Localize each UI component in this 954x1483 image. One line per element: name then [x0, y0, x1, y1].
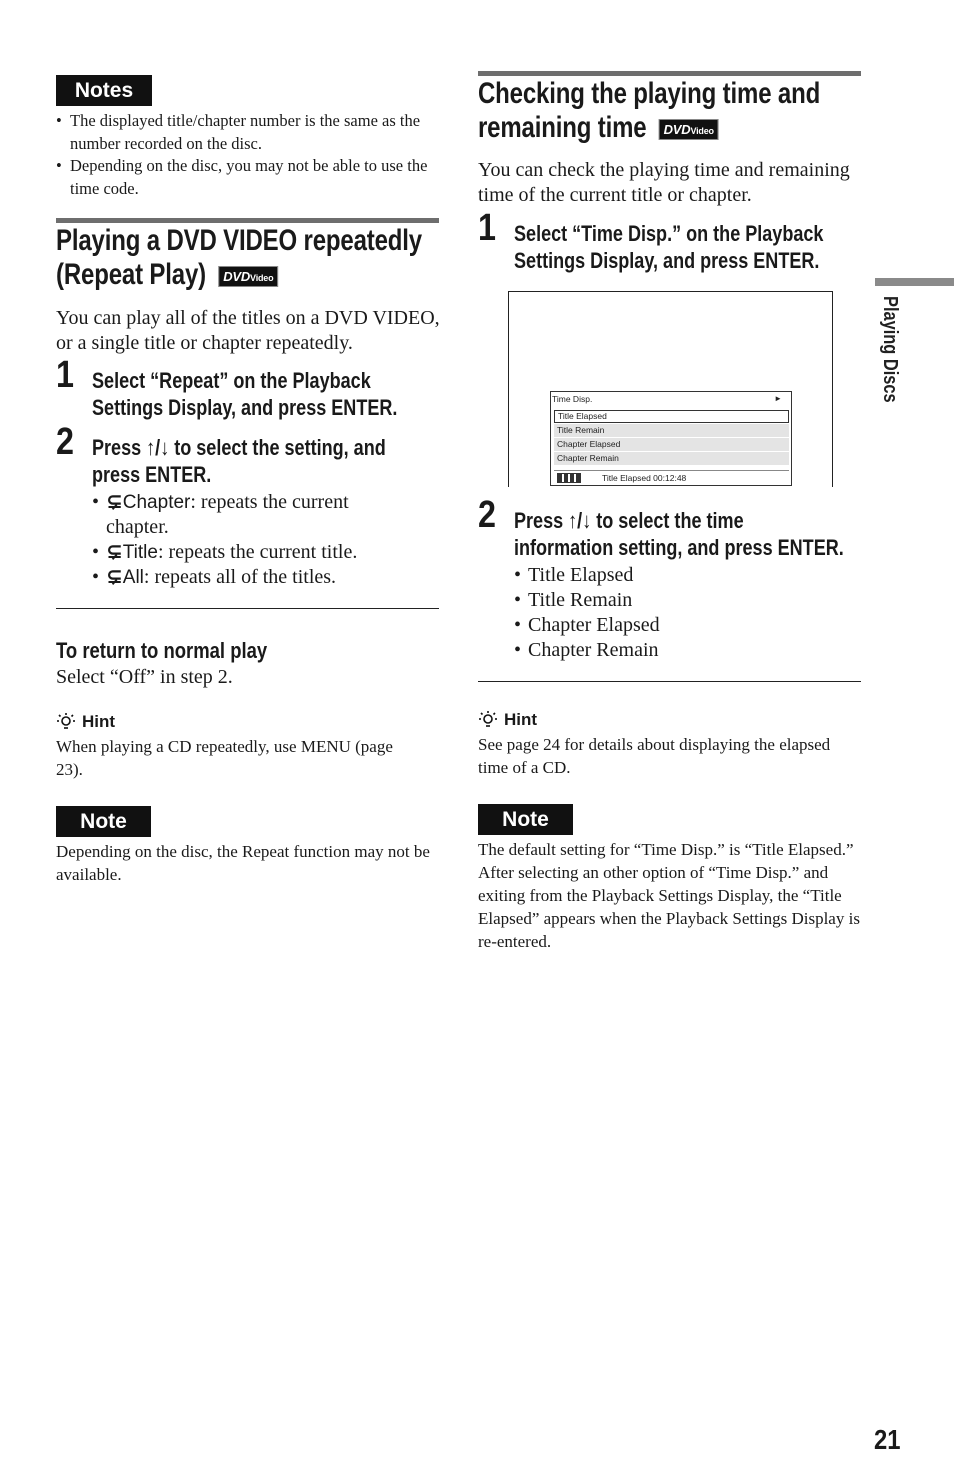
hint-text: When playing a CD repeatedly, use MENU (page 23).: [56, 737, 393, 779]
side-tab-label: Playing Discs: [879, 296, 901, 403]
badge-main: DVD: [222, 268, 250, 284]
badge-sub: Video: [690, 125, 714, 136]
option-item: • Chapter Elapsed: [514, 613, 854, 638]
menu-item[interactable]: Title Elapsed: [554, 410, 789, 423]
note-item: • The displayed title/chapter number is the same as the number recorded on the disc.: [56, 110, 440, 155]
notes-label: Notes: [56, 75, 152, 106]
step-number: 2: [56, 421, 74, 463]
option-desc: : repeats all of the titles.: [143, 566, 337, 588]
option-item: • Title Remain: [514, 588, 854, 613]
intro-text: You can check the playing time and remaining time of the current title or chapter.: [478, 159, 850, 206]
section-title-time: [478, 77, 820, 145]
repeat-icon: ⊊: [106, 541, 123, 563]
step-line: Press ↑/↓ to select the time: [514, 508, 744, 533]
option-item: [92, 490, 442, 515]
step-line: information setting, and press ENTER.: [514, 535, 844, 560]
option-desc: : repeats the current: [190, 491, 349, 513]
side-tab-bar: [875, 278, 954, 286]
repeat-options: [92, 490, 442, 590]
page-number: 21: [874, 1424, 901, 1455]
note-label: Note: [56, 806, 151, 837]
divider: [478, 681, 861, 682]
badge-sub: Video: [249, 272, 274, 283]
panel-header: [552, 394, 790, 406]
time-options: [514, 563, 854, 663]
panel-header-label: Time Disp.: [552, 394, 593, 404]
hint-label: Hint: [504, 710, 538, 729]
section-title-repeat: [56, 224, 422, 292]
return-text: Select “Off” in step 2.: [56, 666, 233, 688]
option-desc: chapter.: [106, 516, 169, 538]
menu-item[interactable]: Chapter Elapsed: [554, 438, 789, 451]
step-line: Settings Display, and press ENTER.: [92, 395, 398, 420]
step-number: 1: [478, 207, 496, 249]
dvd-video-badge: [659, 120, 717, 139]
repeat-icon: ⊊: [106, 566, 123, 588]
option-name: All: [122, 567, 144, 588]
option-name: Title: [122, 542, 158, 563]
play-arrow-icon: ►: [774, 394, 782, 403]
note-item: • Depending on the disc, you may not be able to use the time code.: [56, 155, 440, 200]
intro-text: You can play all of the titles on a DVD VIDEO, or a single title or chapter repeatedly.: [56, 307, 440, 354]
menu-item[interactable]: Title Remain: [554, 424, 789, 437]
return-heading: To return to normal play: [56, 638, 268, 663]
step-line: press ENTER.: [92, 462, 212, 487]
playback-settings-screen: [508, 291, 833, 487]
repeat-icon: ⊊: [106, 491, 123, 513]
hint-heading: [478, 710, 537, 730]
battery-icon: [557, 473, 581, 483]
option-item: [92, 540, 442, 565]
lightbulb-icon: [56, 712, 76, 732]
option-item: • Chapter Remain: [514, 638, 854, 663]
note-text: The default setting for “Time Disp.” is “Title Elapsed.” After selecting an other option of “Time Disp.” and exiting from the Playback Settings Display, the “Title Elapsed” appears when the Playback Settings Display is re-entered.: [478, 840, 860, 951]
dvd-video-badge: [219, 267, 277, 286]
time-readout: Title Elapsed 00:12:48: [602, 473, 687, 483]
menu-item[interactable]: Chapter Remain: [554, 452, 789, 465]
hint-text: See page 24 for details about displaying the elapsed time of a CD.: [478, 735, 831, 777]
section-title-line: Playing a DVD VIDEO repeatedly: [56, 224, 422, 257]
step-line: Select “Repeat” on the Playback: [92, 368, 371, 393]
step-1-text: [514, 220, 823, 274]
option-desc: : repeats the current title.: [157, 541, 358, 563]
section-title-line: Checking the playing time and: [478, 77, 821, 110]
time-disp-panel: [550, 391, 792, 486]
step-number: 2: [478, 494, 496, 536]
lightbulb-icon: [478, 710, 498, 730]
hint-heading: [56, 712, 115, 732]
section-rule: [478, 71, 861, 76]
section-rule: [56, 218, 439, 223]
divider: [56, 608, 439, 609]
step-2-text: [514, 507, 844, 561]
option-item: [92, 565, 442, 590]
notes-list: [56, 110, 440, 200]
panel-footer: [554, 470, 789, 484]
step-1-text: [92, 367, 397, 421]
step-2-text: [92, 434, 386, 488]
step-line: Settings Display, and press ENTER.: [514, 248, 820, 273]
hint-label: Hint: [82, 712, 116, 731]
step-number: 1: [56, 354, 74, 396]
step-line: Press ↑/↓ to select the setting, and: [92, 435, 386, 460]
step-line: Select “Time Disp.” on the Playback: [514, 221, 824, 246]
section-title-line: (Repeat Play): [56, 258, 206, 291]
note-label: Note: [478, 804, 573, 835]
option-name: Chapter: [122, 492, 191, 513]
badge-main: DVD: [663, 121, 691, 137]
option-item: • Title Elapsed: [514, 563, 854, 588]
note-text: Depending on the disc, the Repeat function may not be available.: [56, 842, 430, 884]
section-title-line: remaining time: [478, 111, 647, 144]
